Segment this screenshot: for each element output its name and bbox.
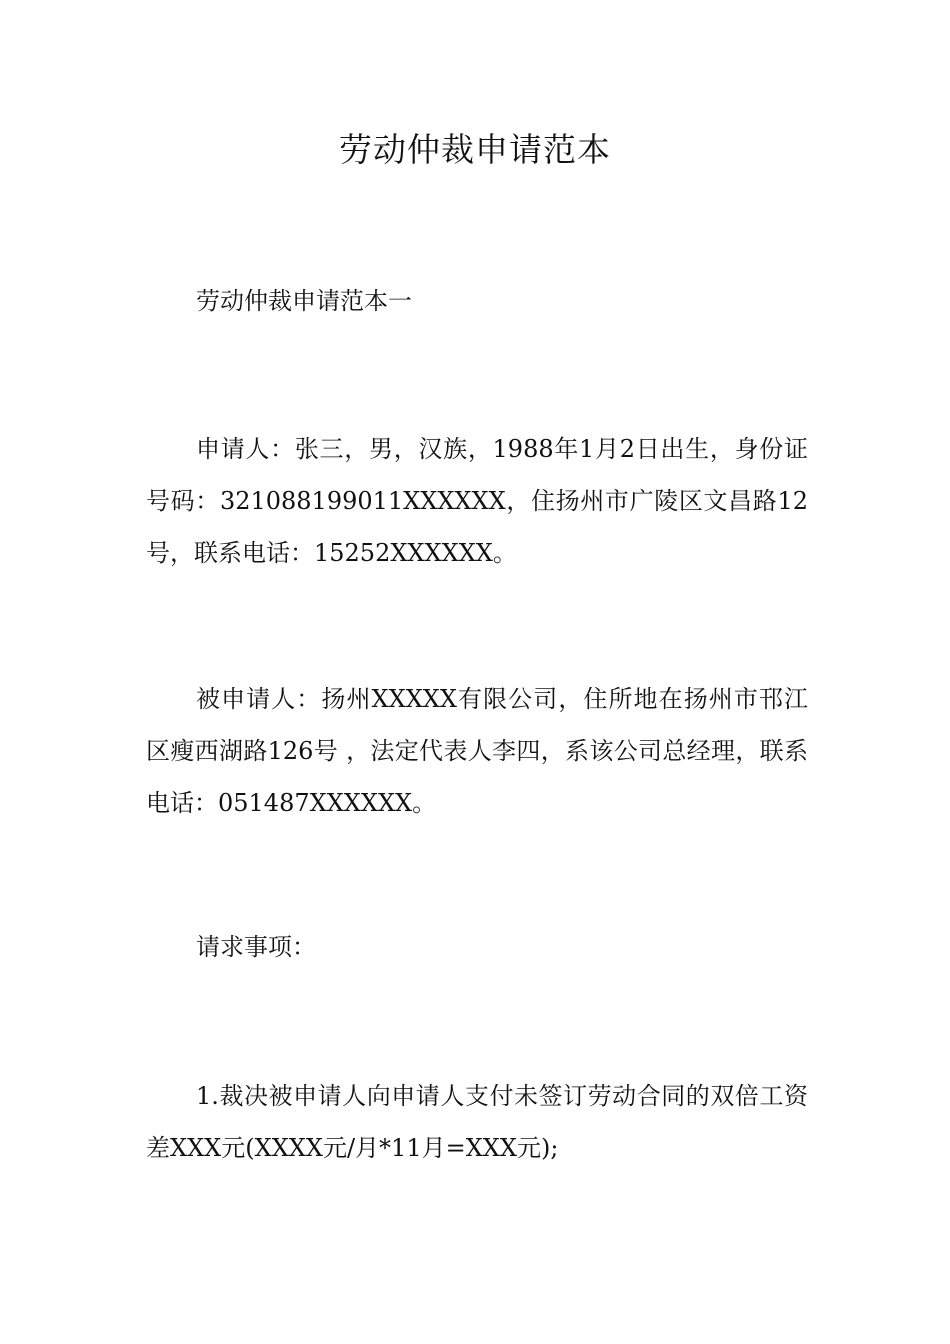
claims-heading: 请求事项：	[196, 933, 316, 961]
section-heading: 劳动仲裁申请范本一	[196, 287, 412, 315]
applicant-paragraph: 申请人：张三，男，汉族，1988年1月2日出生，身份证号码：321088199011XXXXXX，住扬州市广陵区文昌路12号，联系电话：15252XXXXXX。	[146, 435, 808, 567]
document-title: 劳动仲裁申请范本	[339, 130, 611, 169]
claim-item-1: 1.裁决被申请人向申请人支付未签订劳动合同的双倍工资差XXX元(XXXX元/月*11月=XXX元);	[146, 1082, 808, 1162]
respondent-paragraph: 被申请人：扬州XXXXX有限公司，住所地在扬州市邗江区瘦西湖路126号 ，法定代表人李四，系该公司总经理，联系电话：051487XXXXXX。	[146, 685, 808, 817]
